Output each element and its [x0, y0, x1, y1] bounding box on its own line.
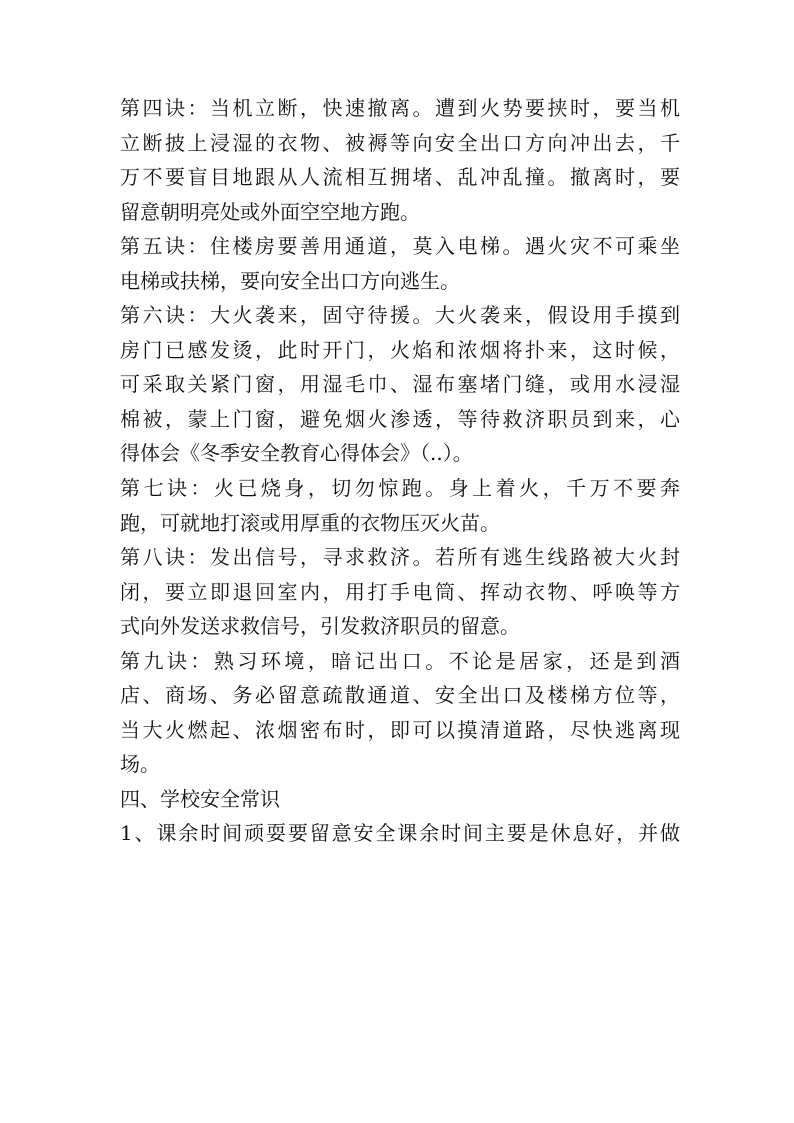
text-line-16: 式向外发送求救信号，引发救济职员的留意。 — [120, 614, 520, 639]
text-line-10: 棉被，蒙上门窗，避免烟火渗透，等待救济职员到来，心 — [120, 406, 680, 431]
text-line-7: 第六诀：大火袭来，固守待援。大火袭来，假设用手摸到 — [120, 303, 680, 328]
text-line-12: 第七诀：火已烧身，切勿惊跑。身上着火，千万不要奔 — [120, 476, 680, 501]
text-line-5: 第五诀：住楼房要善用通道，莫入电梯。遇火灾不可乘坐 — [120, 234, 680, 259]
text-line-13: 跑，可就地打滚或用厚重的衣物压灭火苗。 — [120, 510, 500, 535]
text-line-18: 店、商场、务必留意疏散通道、安全出口及楼梯方位等， — [120, 683, 680, 708]
text-line-6: 电梯或扶梯，要向安全出口方向逃生。 — [120, 268, 460, 293]
text-line-14: 第八诀：发出信号，寻求救济。若所有逃生线路被大火封 — [120, 545, 680, 570]
section-heading: 四、学校安全常识 — [120, 786, 280, 811]
text-line-17: 第九诀：熟习环境，暗记出口。不论是居家，还是到酒 — [120, 648, 680, 673]
text-line-19: 当大火燃起、浓烟密布时，即可以摸清道路，尽快逃离现 — [120, 717, 680, 742]
text-line-4: 留意朝明亮处或外面空空地方跑。 — [120, 199, 420, 224]
text-line-3: 万不要盲目地跟从人流相互拥堵、乱冲乱撞。撤离时，要 — [120, 165, 680, 190]
text-line-22: 1、课余时间顽耍要留意安全课余时间主要是休息好，并做 — [120, 821, 680, 846]
text-line-2: 立断披上浸湿的衣物、被褥等向安全出口方向冲出去，千 — [120, 130, 680, 155]
text-line-11: 得体会《冬季安全教育心得体会》（..）。 — [120, 441, 473, 466]
text-line-15: 闭，要立即退回室内，用打手电筒、挥动衣物、呼唤等方 — [120, 579, 680, 604]
text-line-20: 场。 — [120, 752, 160, 777]
document-body — [120, 91, 680, 851]
text-line-9: 可采取关紧门窗，用湿毛巾、湿布塞堵门缝，或用水浸湿 — [120, 372, 680, 397]
text-line-8: 房门已感发烫，此时开门，火焰和浓烟将扑来，这时候， — [120, 337, 680, 362]
text-line-1: 第四诀：当机立断，快速撤离。遭到火势要挟时，要当机 — [120, 96, 680, 120]
